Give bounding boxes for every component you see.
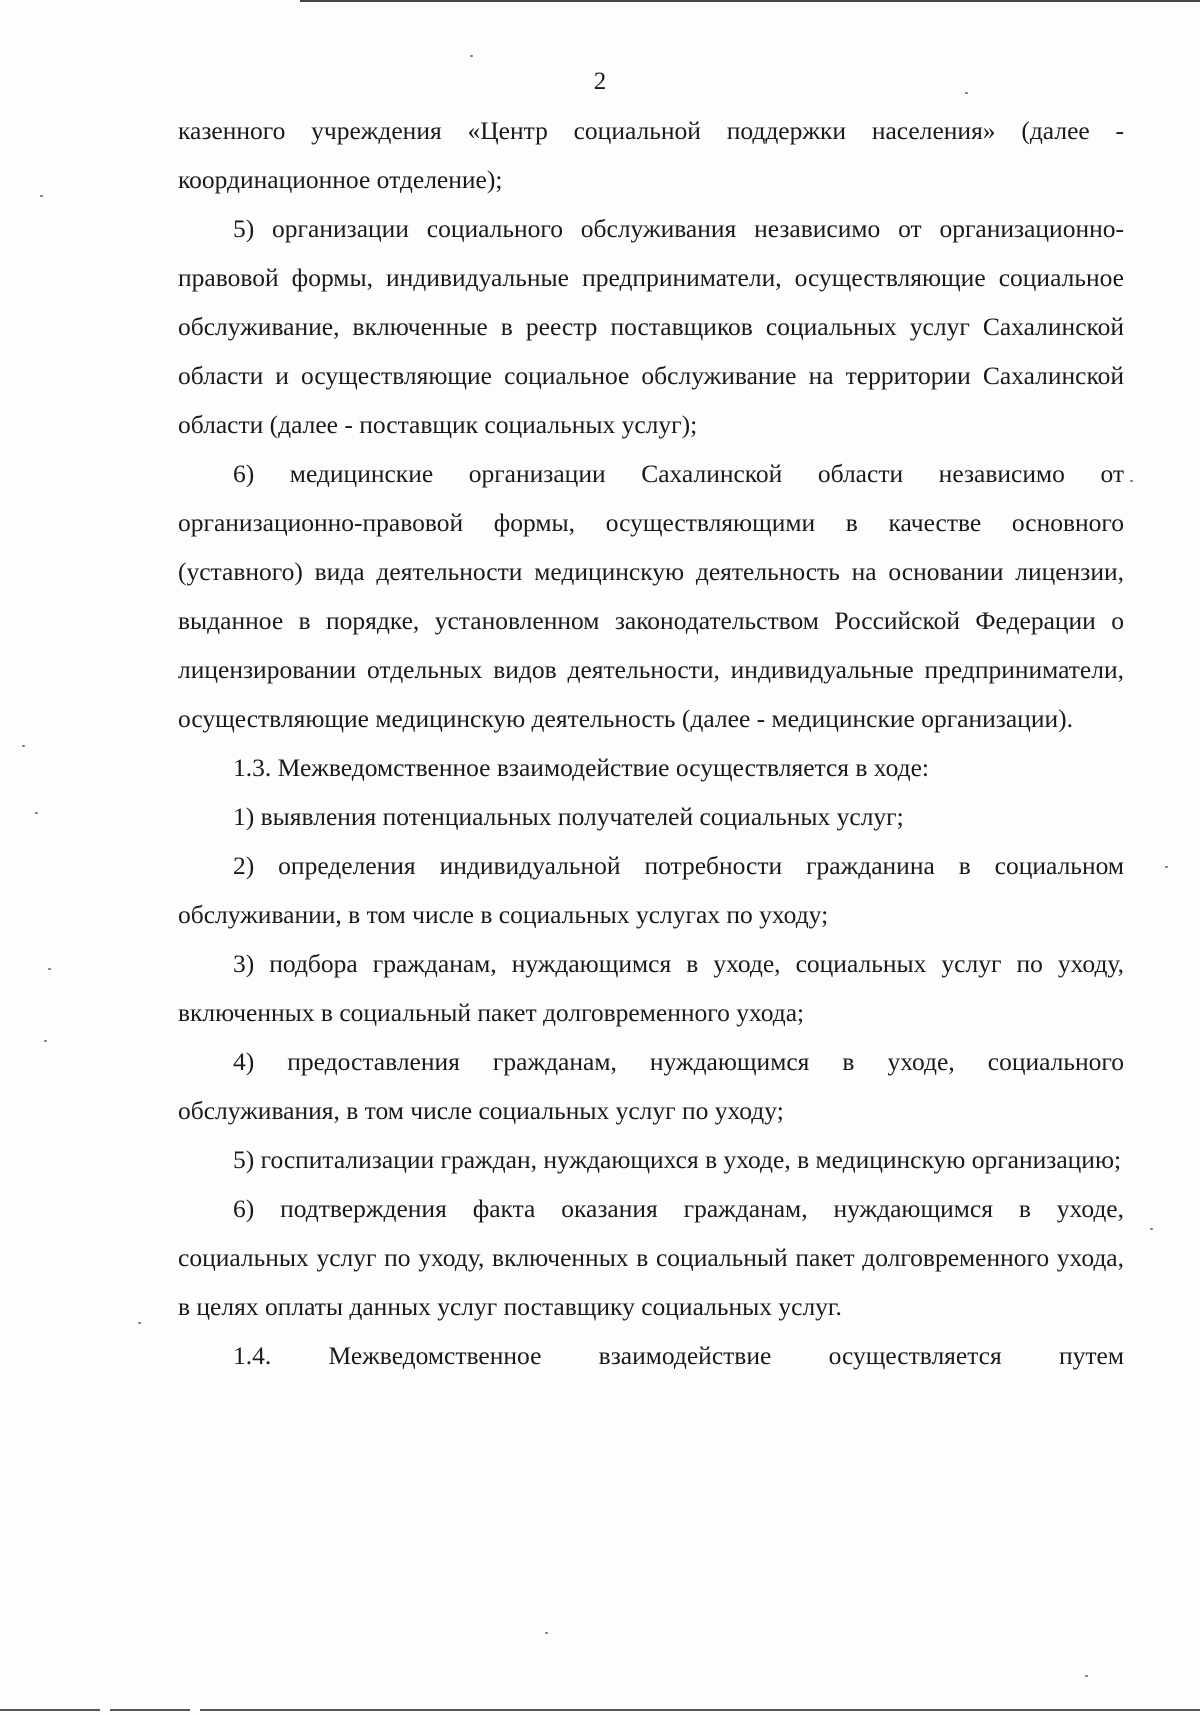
- paragraph-1-3-item-6: 6) подтверждения факта оказания гражданам, нуждающимся в уходе, социальных услуг по уходу, включенных в социальный пакет долговременного ухода, в целях оплаты данных услуг поставщику социальных услуг.: [178, 1194, 1124, 1321]
- paragraph-section-1-3: 1.3. Межведомственное взаимодействие осуществляется в ходе:: [233, 753, 929, 782]
- scan-speck: [44, 1040, 47, 1042]
- paragraph-section-1-4: 1.4. Межведомственное взаимодействие осуществляется путем: [233, 1341, 1124, 1370]
- paragraph-continuation: казенного учреждения «Центр социальной поддержки населения» (далее - координационное отделение);: [178, 116, 1124, 194]
- scan-speck: [545, 1632, 548, 1634]
- top-edge-line: [300, 0, 1200, 2]
- page-number: 2: [593, 68, 607, 95]
- scan-speck: [22, 745, 25, 747]
- scan-speck: [470, 55, 473, 57]
- bottom-edge-line: [0, 1709, 1200, 1711]
- scan-speck: [1150, 1228, 1153, 1230]
- paragraph-item-5-providers: 5) организации социального обслуживания независимо от организационно-правовой формы, индивидуальные предприниматели, осуществляющие социальное обслуживание, включенные в реестр поставщиков социальных услуг Сахалинской области и осуществляющие социальное обслуживание на территории Сахалинской области (далее - поставщик социальных услуг);: [178, 214, 1124, 439]
- paragraph-1-3-item-3: 3) подбора гражданам, нуждающимся в уходе, социальных услуг по уходу, включенных в социальный пакет долговременного ухода;: [178, 949, 1124, 1027]
- paragraph-1-3-item-1: 1) выявления потенциальных получателей социальных услуг;: [233, 802, 904, 831]
- scan-speck: [35, 812, 38, 814]
- scan-speck: [40, 195, 43, 197]
- paragraph-1-3-item-4: 4) предоставления гражданам, нуждающимся в уходе, социального обслуживания, в том числе социальных услуг по уходу;: [178, 1047, 1124, 1125]
- scan-speck: [1085, 1675, 1088, 1677]
- scan-speck: [138, 1322, 141, 1324]
- paragraph-1-3-item-2: 2) определения индивидуальной потребности гражданина в социальном обслуживании, в том числе в социальных услугах по уходу;: [178, 851, 1124, 929]
- scan-speck: [1130, 480, 1133, 482]
- paragraph-item-6-medical: 6) медицинские организации Сахалинской области независимо от организационно-правовой формы, осуществляющими в качестве основного (уставного) вида деятельности медицинскую деятельность на основании лицензии, выданное в порядке, установленном законодательством Российской Федерации о лицензировании отдельных видов деятельности, индивидуальные предприниматели, осуществляющие медицинскую деятельность (далее - медицинские организации).: [178, 459, 1124, 733]
- paragraph-1-3-item-5: 5) госпитализации граждан, нуждающихся в уходе, в медицинскую организацию;: [233, 1145, 1122, 1174]
- scan-speck: [965, 92, 968, 94]
- document-body: [178, 106, 1124, 1380]
- scan-speck: [1165, 866, 1168, 868]
- scan-speck: [48, 968, 51, 970]
